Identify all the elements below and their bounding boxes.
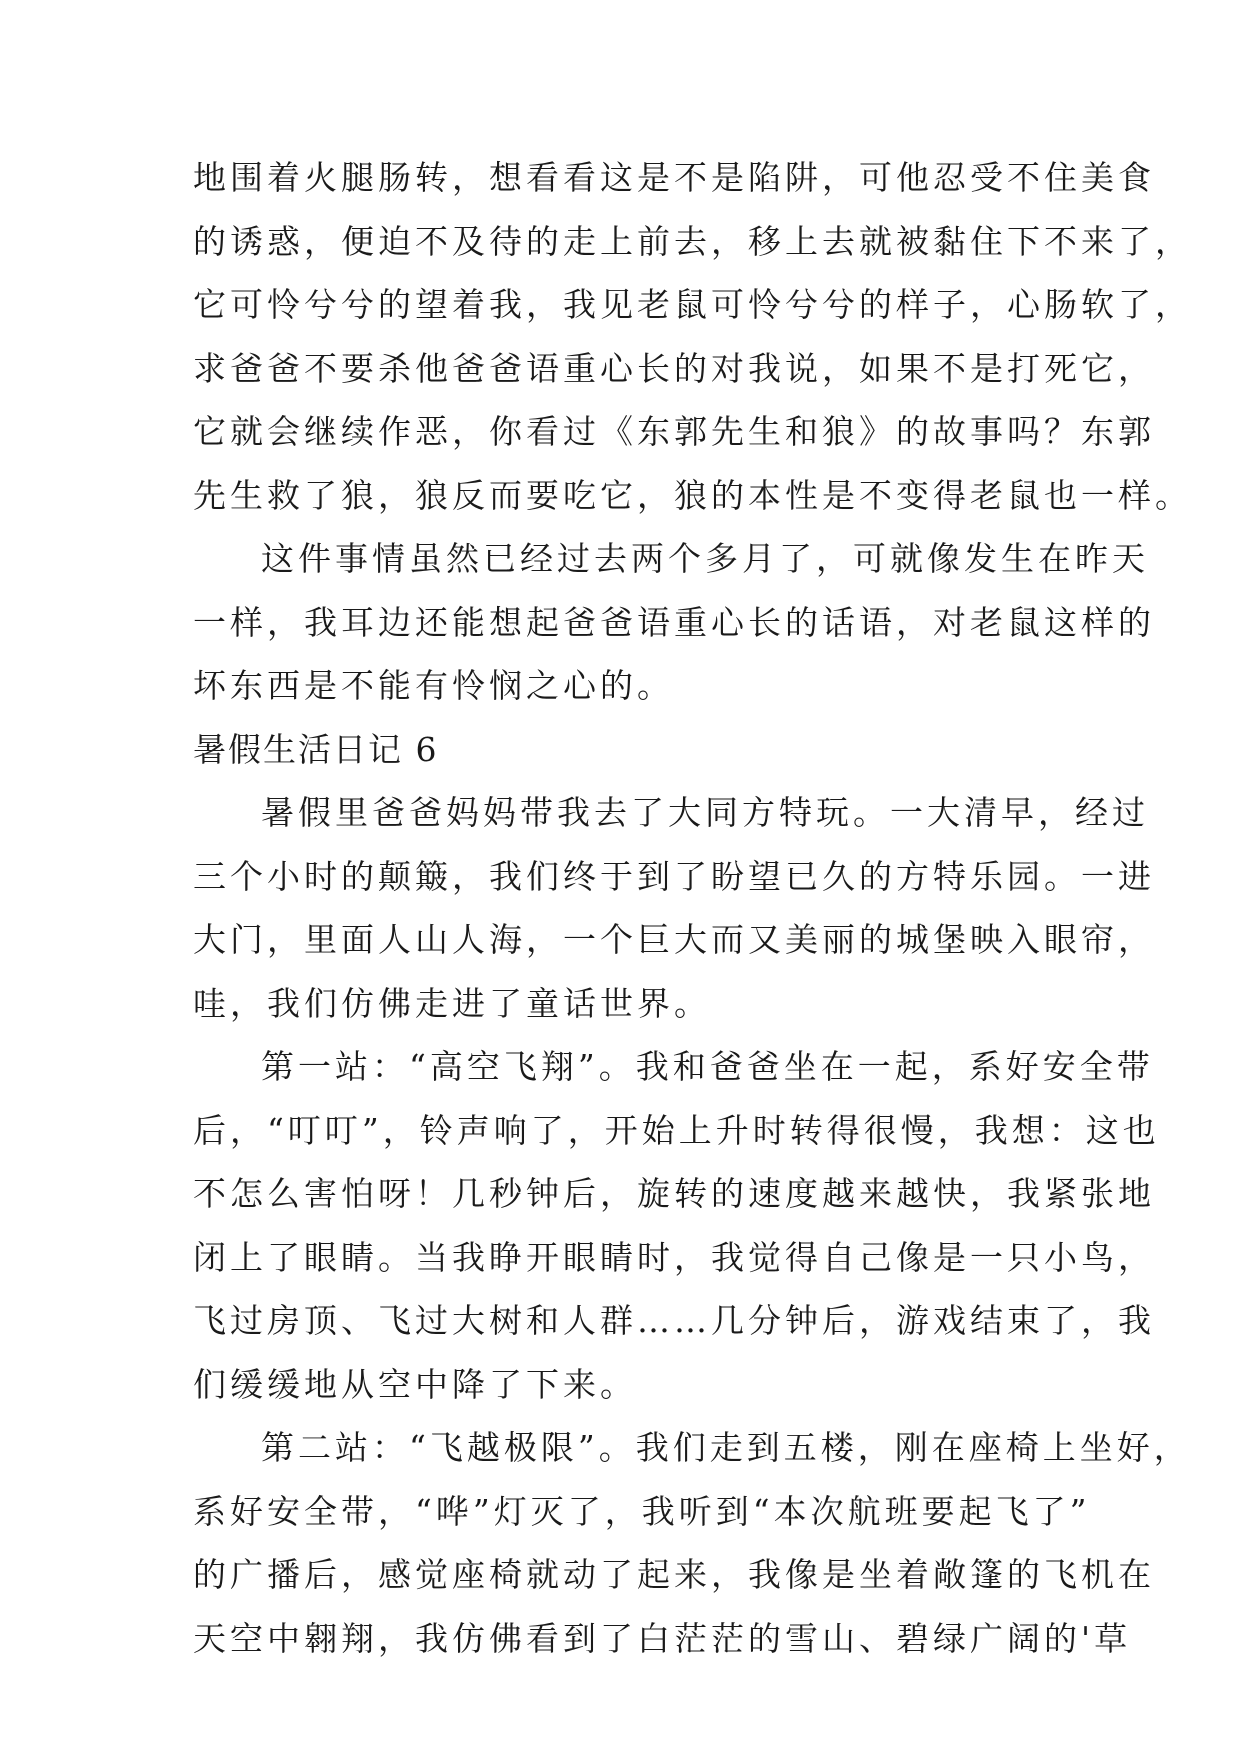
text-line: 后，“叮叮”，铃声响了，开始上升时转得很慢，我想：这也 [193,1110,1160,1150]
text-line: 哇，我们仿佛走进了童话世界。 [193,983,711,1023]
text-line: 求爸爸不要杀他爸爸语重心长的对我说，如果不是打死它， [193,348,1155,388]
text-line: 地围着火腿肠转，想看看这是不是陷阱，可他忍受不住美食 [193,158,1155,197]
document-body [193,146,1192,1670]
text-line: 飞过房顶、飞过大树和人群……几分钟后，游戏结束了，我 [193,1301,1155,1340]
text-line: 它就会继续作恶，你看过《东郭先生和狼》的故事吗？东郭 [193,412,1155,451]
text-line: 的诱惑，便迫不及待的走上前去，移上去就被黏住下不来了， [193,221,1192,261]
text-line: 们缓缓地从空中降了下来。 [193,1364,637,1404]
text-line: 天空中翱翔，我仿佛看到了白茫茫的雪山、碧绿广阔的'草 [193,1618,1132,1658]
text-line: 先生救了狼，狼反而要吃它，狼的本性是不变得老鼠也一样。 [193,475,1192,515]
paragraph-first-line: 第二站：“飞越极限”。我们走到五楼，刚在座椅上坐好， [261,1428,1191,1467]
text-line: 坏东西是不能有怜悯之心的。 [193,666,674,705]
paragraph-first-line: 第一站：“高空飞翔”。我和爸爸坐在一起，系好安全带 [261,1047,1154,1086]
text-line: 闭上了眼睛。当我睁开眼睛时，我觉得自己像是一只小鸟， [193,1237,1155,1277]
paragraph-first-line: 暑假里爸爸妈妈带我去了大同方特玩。一大清早，经过 [261,793,1149,832]
paragraph-first-line: 这件事情虽然已经过去两个多月了，可就像发生在昨天 [261,539,1149,578]
text-line: 系好安全带，“哗”灯灭了，我听到“本次航班要起飞了” [193,1491,1091,1531]
text-line: 三个小时的颠簸，我们终于到了盼望已久的方特乐园。一进 [193,856,1155,896]
text-line: 大门，里面人山人海，一个巨大而又美丽的城堡映入眼帘， [193,920,1155,959]
section-heading: 暑假生活日记 6 [193,729,439,769]
text-line: 一样，我耳边还能想起爸爸语重心长的话语，对老鼠这样的 [193,602,1155,642]
text-line: 它可怜兮兮的望着我，我见老鼠可怜兮兮的样子，心肠软了， [193,285,1192,324]
text-line: 不怎么害怕呀！几秒钟后，旋转的速度越来越快，我紧张地 [193,1174,1155,1213]
text-line: 的广播后，感觉座椅就动了起来，我像是坐着敞篷的飞机在 [193,1555,1155,1594]
